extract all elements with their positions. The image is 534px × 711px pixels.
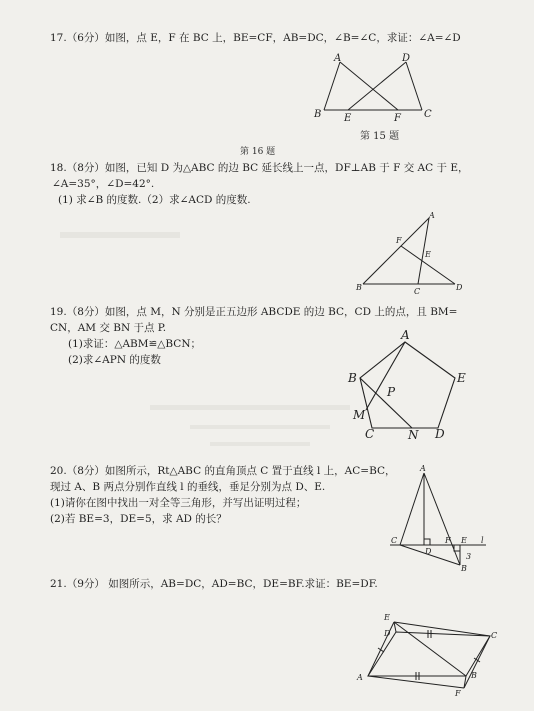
q19-label-e: E (457, 371, 466, 385)
q20-label-f: F (445, 536, 451, 545)
q21-label-b: B (471, 671, 477, 680)
q19-label-a: A (401, 328, 410, 342)
q19-label-n: N (408, 428, 419, 442)
q20-label-e: E (461, 536, 467, 545)
q18-label-a: A (429, 211, 435, 220)
q20-text-line2: 现过 A、B 两点分别作直线 l 的垂线，垂足分别为点 D、E. (50, 481, 326, 493)
bleed-through-mark (150, 405, 350, 410)
q18-label-c: C (414, 287, 421, 296)
q20-label-l: l (481, 536, 484, 545)
q18-label-e: E (425, 250, 431, 259)
q17-label-c: C (424, 109, 432, 120)
q19-figure (345, 330, 475, 440)
q17-figure (310, 55, 440, 125)
q21-figure (350, 610, 500, 700)
q20-label-d: D (425, 547, 432, 556)
q20-label-b: B (461, 564, 467, 573)
q18-text-line2: ∠A=35°，∠D=42°. (52, 178, 155, 190)
q21-label-a: A (357, 673, 363, 682)
q17-label-e: E (344, 113, 352, 124)
q18-label-b: B (356, 283, 362, 292)
q17-label-d: D (402, 53, 411, 64)
q21-label-c: C (491, 631, 498, 640)
q21-label-f: F (455, 689, 461, 698)
q19-text-line3: (1)求证：△ABM≌△BCN； (68, 338, 202, 350)
bleed-through-mark (60, 232, 180, 238)
q20-text-line1: 20.（8分）如图所示，Rt△ABC 的直角顶点 C 置于直线 l 上，AC=BC， (50, 465, 396, 477)
q19-label-m: M (353, 408, 366, 422)
q19-label-b: B (348, 371, 357, 385)
q17-label-f: F (394, 113, 401, 124)
q20-label-c: C (391, 536, 398, 545)
q20-label-a: A (420, 464, 426, 473)
q21-label-d: D (384, 629, 391, 638)
q17-text: 17.（6分）如图，点 E，F 在 BC 上，BE=CF，AB=DC，∠B=∠C，求证：∠A=∠D (50, 32, 461, 44)
q20-label-3: 3 (466, 552, 472, 561)
q19-label-c: C (365, 427, 375, 441)
q19-label-d: D (435, 427, 445, 441)
q20-figure (380, 465, 490, 573)
q18-label-d: D (456, 283, 463, 292)
q21-label-e: E (384, 613, 390, 622)
bleed-through-mark (190, 425, 330, 429)
q17-caption: 第 15 题 (360, 131, 400, 142)
q19-text-line1: 19.（8分）如图，点 M，N 分别是正五边形 ABCDE 的边 BC，CD 上的点，且 BM= (50, 306, 458, 318)
q17-label-a: A (334, 53, 342, 64)
q19-label-p: P (387, 385, 396, 399)
q20-text-line3: (1)请你在图中找出一对全等三角形，并写出证明过程； (50, 497, 307, 509)
bleed-through-mark (210, 442, 310, 446)
q19-text-line2: CN，AM 交 BN 于点 P. (50, 322, 167, 334)
q21-text: 21.（9分） 如图所示，AB=DC，AD=BC，DE=BF.求证：BE=DF. (50, 578, 378, 590)
q19-text-line4: (2)求∠APN 的度数 (68, 354, 161, 366)
q18-text-line3: (1) 求∠B 的度数.（2）求∠ACD 的度数. (58, 194, 251, 206)
q17-label-b: B (314, 109, 322, 120)
q18-label-f: F (396, 236, 402, 245)
q18-figure (355, 210, 465, 302)
q18-figure-header: 第 16 题 (240, 147, 276, 157)
q18-text-line1: 18.（8分）如图，已知 D 为△ABC 的边 BC 延长线上一点，DF⊥AB 于 F 交 AC 于 E， (50, 162, 469, 174)
q20-text-line4: (2)若 BE=3，DE=5，求 AD 的长？ (50, 513, 227, 525)
